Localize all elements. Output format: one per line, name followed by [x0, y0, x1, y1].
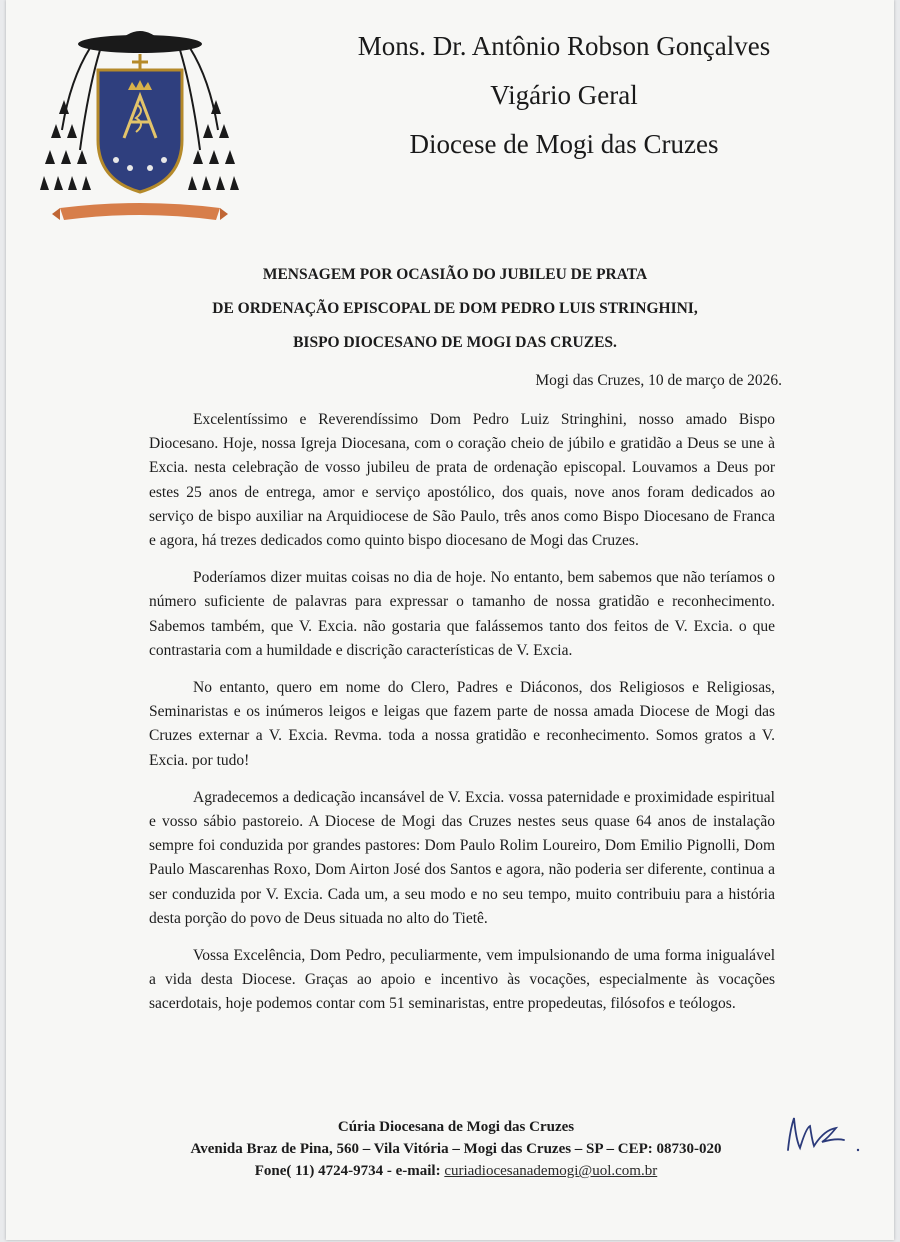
message-title [66, 258, 844, 360]
title-line-1: MENSAGEM POR OCASIÃO DO JUBILEU DE PRATA [262, 266, 648, 283]
signature-icon [780, 1110, 870, 1160]
paragraph: Excelentíssimo e Reverendíssimo Dom Pedro Luiz Stringhini, nosso amado Bispo Diocesano. Hoje, nossa Igreja Diocesana, com o coração cheio de júbilo e gratidão a Deus se une à Excia. nesta celebração de vosso jubileu de prata de ordenação episcopal. Louvamos a Deus por estes 25 anos de entrega, amor e serviço apostólico, dos quais, nove anos foram dedicados ao serviço de bispo auxiliar na Arquidiocese de São Paulo, três anos como Bispo Diocesano de Franca e agora, há trezes dedicados como quinto bispo diocesano de Mogi das Cruzes. [149, 411, 775, 550]
paragraph: No entanto, quero em nome do Clero, Padres e Diáconos, dos Religiosos e Religiosas, Seminaristas e os inúmeros leigos e leigas que fazem parte de nossa amada Diocese de Mogi das Cruzes externar a V. Excia. Revma. toda a nossa gratidão e reconhecimento. Somos gratos a V. Excia. por tudo! [149, 679, 775, 769]
paragraph: Agradecemos a dedicação incansável de V. Excia. vossa paternidade e proximidade espiritual e vosso sábio pastoreio. A Diocese de Mogi das Cruzes nestes seus quase 64 anos de instalação sempre foi conduzida por grandes pastores: Dom Paulo Rolim Loureiro, Dom Emilio Pignolli, Dom Paulo Mascarenhas Roxo, Dom Airton José dos Santos e agora, não poderia ser diferente, continua a ser conduzida por V. Excia. Cada um, a seu modo e no seu tempo, muito contribuiu para a história desta porção do povo de Deus situada no alto do Tietê. [149, 788, 775, 927]
coat-of-arms-icon [40, 20, 240, 230]
sender-diocese: Diocese de Mogi das Cruzes [409, 129, 719, 159]
document-page [6, 0, 894, 1240]
letter-date: Mogi das Cruzes, 10 de março de 2026. [535, 372, 782, 389]
title-line-3: BISPO DIOCESANO DE MOGI DAS CRUZES. [293, 334, 617, 351]
paragraph: Vossa Excelência, Dom Pedro, peculiarmente, vem impulsionando de uma forma inigualável a vida desta Diocese. Graças ao apoio e incentivo às vocações, especialmente às vocações sacerdotais, hoje podemos contar com 51 seminaristas, entre propedeutas, filósofos e teólogos. [149, 947, 775, 1013]
sender-name: Mons. Dr. Antônio Robson Gonçalves [357, 31, 771, 61]
footer-phone: Fone( 11) 4724-9734 - e-mail: [254, 1163, 445, 1179]
footer-curia: Cúria Diocesana de Mogi das Cruzes [337, 1119, 575, 1135]
footer-address: Avenida Braz de Pina, 560 – Vila Vitória – Mogi das Cruzes – SP – CEP: 08730-020 [190, 1141, 722, 1157]
sender-role: Vigário Geral [490, 80, 638, 110]
email-link[interactable]: curiadiocesanademogi@uol.com.br [444, 1163, 658, 1179]
footer-contact [126, 1160, 786, 1182]
paragraph: Poderíamos dizer muitas coisas no dia de hoje. No entanto, bem sabemos que não teríamos o número suficiente de palavras para expressar o tamanho de nossa gratidão e reconhecimento. Sabemos também, que V. Excia. não gostaria que falássemos tanto dos feitos de V. Excia. o que contrastaria com a humildade e discrição características de V. Excia. [149, 569, 775, 659]
title-line-2: DE ORDENAÇÃO EPISCOPAL DE DOM PEDRO LUIS STRINGHINI, [212, 300, 698, 317]
letterhead [254, 22, 874, 169]
letter-footer [126, 1116, 786, 1182]
letter-body [149, 408, 775, 1030]
